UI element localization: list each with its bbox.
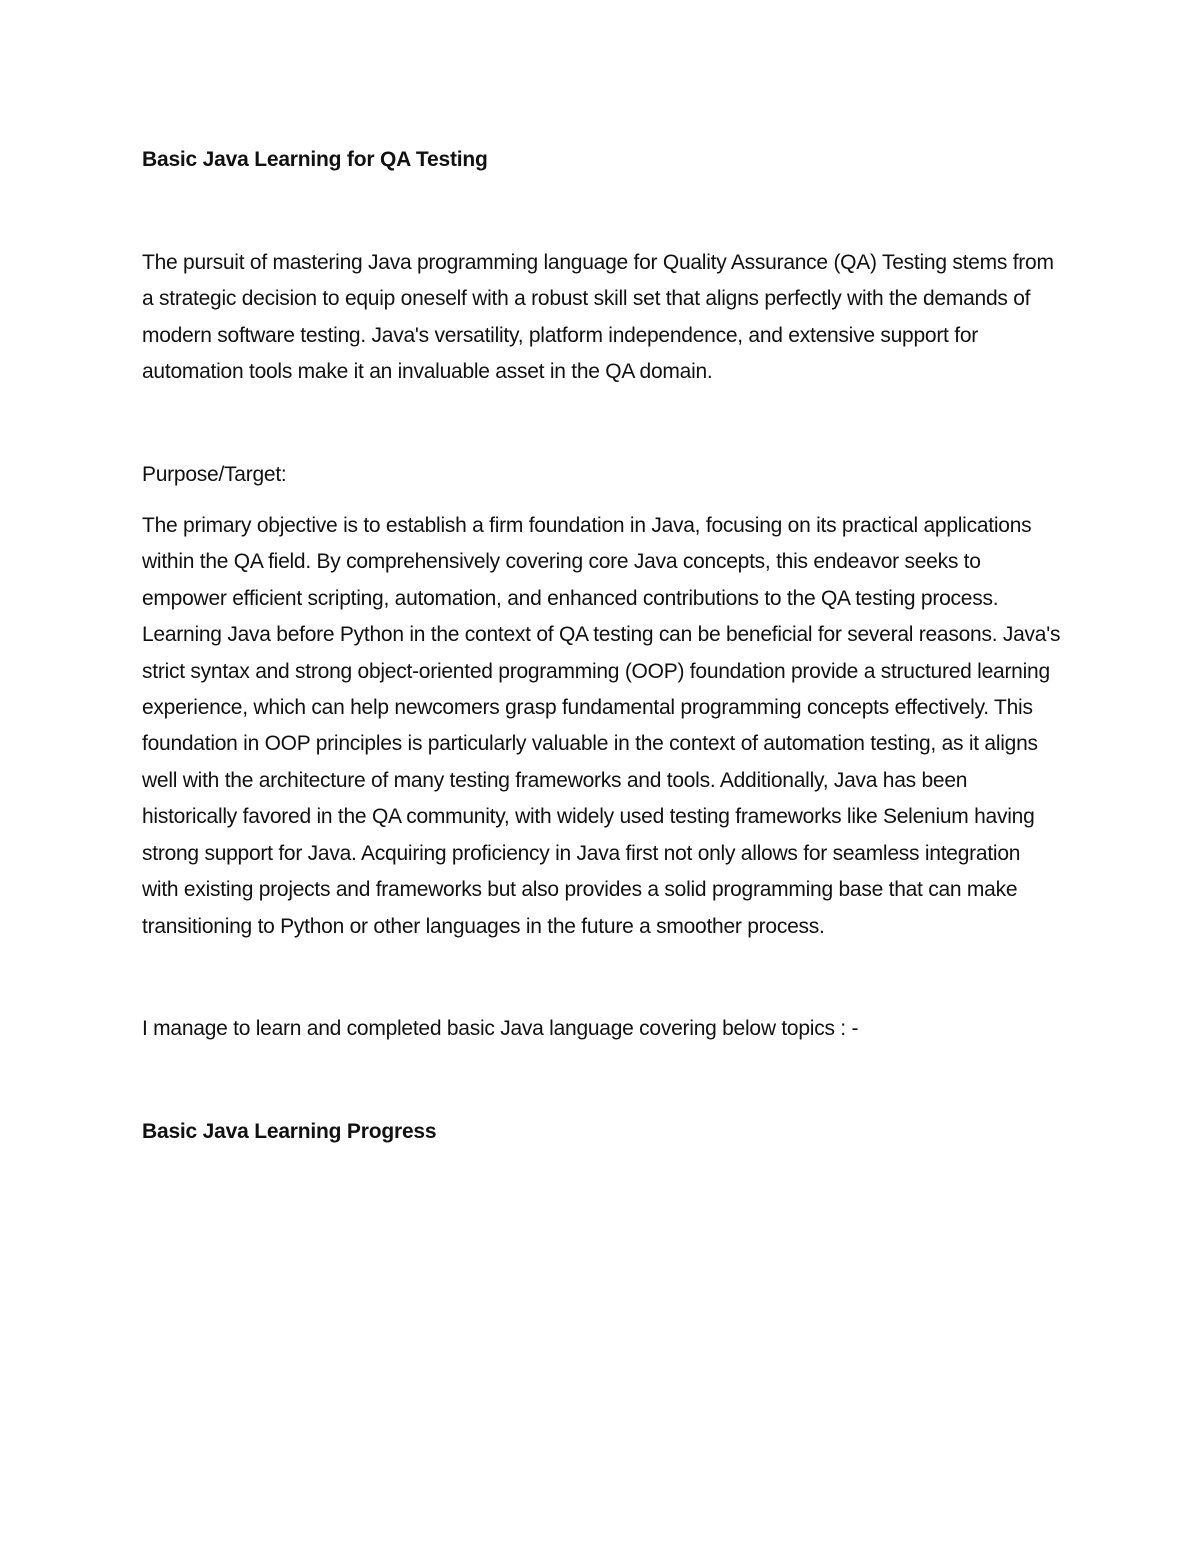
- intro-paragraph: The pursuit of mastering Java programming language for Quality Assurance (QA) Testing stems from a strategic decision to equip oneself with a robust skill set that aligns perfectly with the demands of modern software testing. Java's versatility, platform independence, and extensive support for automation tools make it an invaluable asset in the QA domain.: [142, 251, 1054, 384]
- document-body: [142, 142, 1062, 1150]
- topics-intro-line: I manage to learn and completed basic Java language covering below topics : -: [142, 1016, 859, 1040]
- purpose-heading: Purpose/Target:: [142, 462, 287, 486]
- purpose-paragraph: The primary objective is to establish a firm foundation in Java, focusing on its practical applications within the QA field. By comprehensively covering core Java concepts, this endeavor seeks to empower efficient scripting, automation, and enhanced contributions to the QA testing process. Learning Java before Python in the context of QA testing can be beneficial for several reasons. Java's strict syntax and strong object-oriented programming (OOP) foundation provide a structured learning experience, which can help newcomers grasp fundamental programming concepts effectively. This foundation in OOP principles is particularly valuable in the context of automation testing, as it aligns well with the architecture of many testing frameworks and tools. Additionally, Java has been historically favored in the QA community, with widely used testing frameworks like Selenium having strong support for Java. Acquiring proficiency in Java first not only allows for seamless integration with existing projects and frameworks but also provides a solid programming base that can make transitioning to Python or other languages in the future a smoother process.: [142, 514, 1061, 938]
- progress-section-title: Basic Java Learning Progress: [142, 1120, 437, 1144]
- document-title: Basic Java Learning for QA Testing: [142, 148, 488, 171]
